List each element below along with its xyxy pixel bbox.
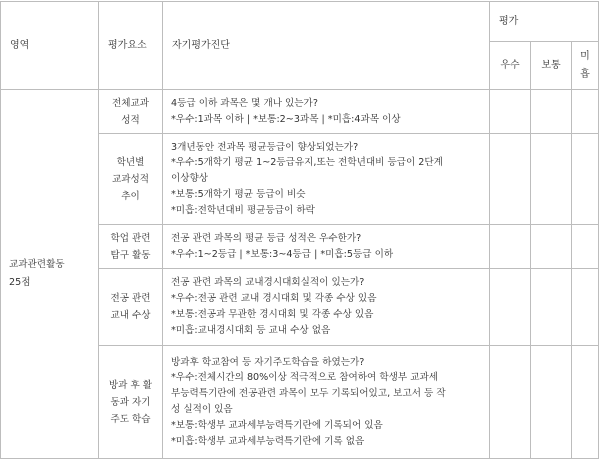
self-evaluation-table	[0, 1, 599, 459]
element-cell	[99, 269, 163, 346]
element-line: 동과 자기	[110, 396, 151, 408]
header-area: 영역	[1, 2, 99, 90]
table-row	[1, 90, 599, 134]
diagnosis-cell	[163, 269, 490, 346]
element-line: 주도 학습	[110, 413, 151, 425]
question-text: 4등급 이하 과목은 몇 개나 있는가?	[171, 97, 318, 109]
header-element: 평가요소	[99, 2, 163, 90]
insufficient-check-cell[interactable]	[572, 90, 599, 134]
criteria-text: *우수:1~2등급 | *보통:3~4등급 | *미흡:5등급 이하	[171, 248, 394, 260]
question-text: 전공 관련 과목의 평균 등급 성적은 우수한가?	[171, 232, 362, 244]
element-line: 교과성적	[111, 173, 150, 185]
normal-check-cell[interactable]	[531, 225, 572, 269]
element-cell	[99, 346, 163, 459]
header-row-top	[1, 2, 599, 42]
header-excellent: 우수	[490, 42, 531, 90]
diagnosis-cell	[163, 346, 490, 459]
excellent-check-cell[interactable]	[490, 269, 531, 346]
area-cell	[1, 90, 99, 459]
normal-check-cell[interactable]	[531, 346, 572, 459]
normal-check-cell[interactable]	[531, 134, 572, 225]
element-line: 탐구 활동	[110, 249, 151, 261]
question-text: 3개년동안 전과목 평균등급이 향상되었는가?	[171, 141, 359, 153]
diagnosis-cell	[163, 90, 490, 134]
insufficient-check-cell[interactable]	[572, 225, 599, 269]
excellent-check-cell[interactable]	[490, 346, 531, 459]
element-line: 성적	[121, 114, 140, 126]
element-line: 전체교과	[111, 97, 150, 109]
element-line: 교내 수상	[110, 310, 151, 321]
header-diagnosis: 자기평가진단	[163, 2, 490, 90]
normal-check-cell[interactable]	[531, 269, 572, 346]
question-text: 전공 관련 과목의 교내경시대회실적이 있는가?	[171, 277, 365, 289]
normal-check-cell[interactable]	[531, 90, 572, 134]
area-points: 25점	[9, 277, 31, 288]
header-evaluation: 평가	[490, 2, 599, 42]
question-text: 방과후 학교참여 등 자기주도학습을 하였는가?	[171, 356, 365, 368]
element-cell	[99, 134, 163, 225]
element-line: 학업 관련	[110, 232, 151, 244]
criteria-text: *보통:학생부 교과세부능력특기란에 기록되어 있음	[171, 419, 383, 431]
criteria-text: *우수:전체시간의 80%이상 적극적으로 참여하여 학생부 교과세	[171, 372, 439, 384]
header-normal: 보통	[531, 42, 572, 90]
element-cell	[99, 225, 163, 269]
element-line: 추이	[121, 190, 140, 202]
criteria-text: *보통:5개학기 평균 등급이 비슷	[171, 188, 306, 200]
insufficient-check-cell[interactable]	[572, 346, 599, 459]
excellent-check-cell[interactable]	[490, 225, 531, 269]
header-insufficient	[572, 42, 599, 90]
criteria-text: *미흡:교내경시대회 등 교내 수상 없음	[171, 324, 331, 336]
excellent-check-cell[interactable]	[490, 134, 531, 225]
excellent-check-cell[interactable]	[490, 90, 531, 134]
criteria-text: *미흡:전학년대비 평균등급이 하락	[171, 204, 315, 216]
criteria-text: *우수:5개학기 평균 1~2등급유지,또는 전학년대비 등급이 2단계	[171, 157, 443, 169]
header-insufficient-bottom: 흡	[580, 68, 590, 80]
criteria-text: 성 실적이 있음	[171, 404, 233, 415]
criteria-text: *미흡:학생부 교과세부능력특기란에 기록 없음	[171, 435, 365, 447]
area-name: 교과관련활동	[9, 259, 65, 270]
element-line: 전공 관련	[110, 293, 151, 304]
insufficient-check-cell[interactable]	[572, 134, 599, 225]
diagnosis-cell	[163, 225, 490, 269]
criteria-text: *우수:전공 관련 교내 경시대회 및 각종 수상 있음	[171, 293, 377, 305]
element-line: 방과 후 활	[108, 379, 153, 391]
criteria-text: 이상향상	[171, 173, 209, 185]
criteria-text: *우수:1과목 이하 | *보통:2~3과목 | *미흡:4과목 이상	[171, 113, 401, 125]
element-line: 학년별	[116, 156, 145, 168]
criteria-text: *보통:전공과 무관한 경시대회 및 각종 수상 있음	[171, 309, 374, 320]
header-insufficient-top: 미	[580, 50, 590, 62]
criteria-text: 부능력특기란에 전공관련 과목이 모두 기록되어있고, 보고서 등 작	[171, 388, 446, 400]
insufficient-check-cell[interactable]	[572, 269, 599, 346]
element-cell	[99, 90, 163, 134]
diagnosis-cell	[163, 134, 490, 225]
